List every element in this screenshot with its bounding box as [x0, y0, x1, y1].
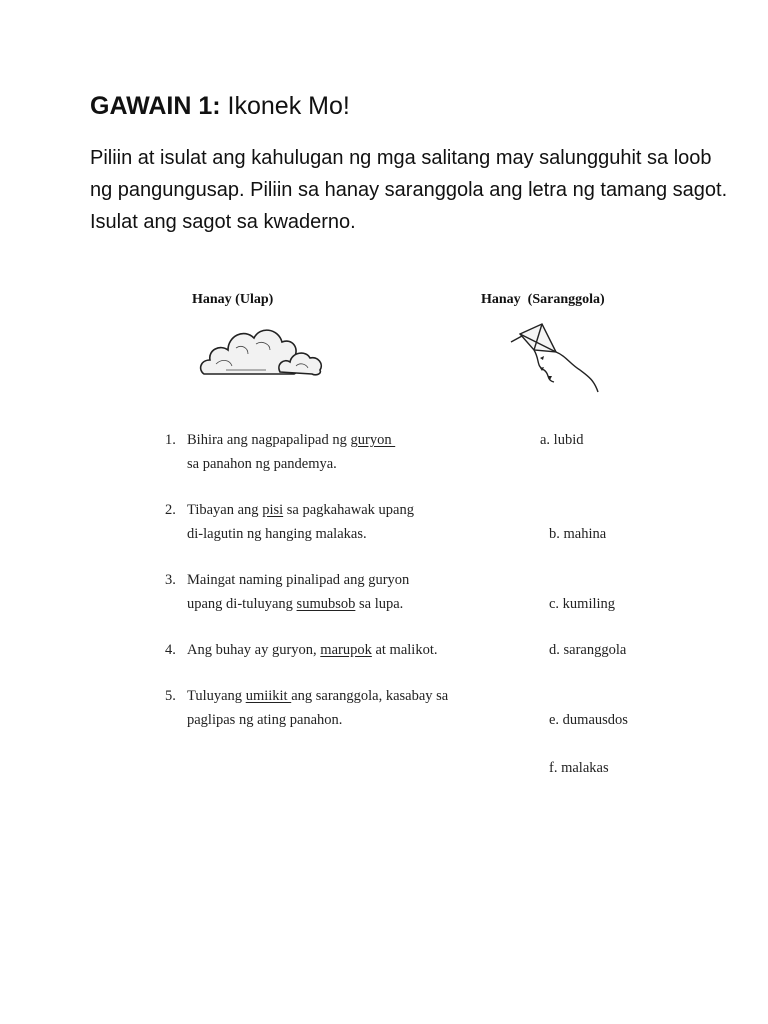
- item-4-text-b: at malikot.: [371, 642, 438, 658]
- item-number: 1.: [165, 432, 176, 448]
- item-2-text-a: Tibayan ang: [187, 502, 263, 518]
- item-2-text-b: sa pagkahawak upang: [283, 502, 414, 518]
- title-rest: Ikonek Mo!: [227, 92, 350, 120]
- item-5-text-a: Tuluyang: [187, 688, 246, 704]
- page-title: [90, 92, 350, 121]
- kite-icon: [510, 320, 610, 398]
- item-2-line-1: [187, 502, 414, 519]
- title-bold: GAWAIN 1:: [90, 92, 221, 120]
- item-4-underlined-word: marupok: [320, 642, 372, 658]
- cloud-icon: [196, 318, 326, 380]
- item-1-text-a: Bihira ang nagpapalipad ng: [187, 432, 351, 448]
- item-4-text-a: Ang buhay ay guryon,: [187, 642, 321, 658]
- item-2-line-2: di-lagutin ng hanging malakas.: [187, 526, 367, 542]
- item-5-line-1: [187, 688, 448, 705]
- choice-d: d. saranggola: [549, 642, 627, 658]
- item-1-line-1: [187, 432, 395, 449]
- choice-f: f. malakas: [549, 760, 609, 776]
- choice-c: c. kumiling: [549, 596, 616, 612]
- item-2-underlined-word: pisi: [262, 502, 284, 518]
- choice-e: e. dumausdos: [549, 712, 628, 728]
- item-3-text-b: sa lupa.: [355, 596, 404, 612]
- item-3-line-2: [187, 596, 403, 613]
- item-4-line-1: [187, 642, 437, 659]
- item-number: 5.: [165, 688, 176, 704]
- column-header-ulap: Hanay (Ulap): [192, 292, 274, 307]
- choice-b: b. mahina: [549, 526, 607, 542]
- item-3-text-a: upang di-tuluyang: [187, 596, 297, 612]
- item-3-line-1: Maingat naming pinalipad ang guryon: [187, 572, 410, 588]
- item-number: 4.: [165, 642, 176, 658]
- column-header-saranggola: Hanay (Saranggola): [481, 292, 605, 307]
- item-1-line-2: sa panahon ng pandemya.: [187, 456, 337, 472]
- item-number: 3.: [165, 572, 176, 588]
- item-5-underlined-word: umiikit: [245, 688, 292, 704]
- item-5-line-2: paglipas ng ating panahon.: [187, 712, 343, 728]
- instructions: Piliin at isulat ang kahulugan ng mga salitang may salungguhit sa loob ng pangungusap. Piliin sa hanay saranggola ang letra ng tamang sagot. Isulat ang sagot sa kwaderno.: [90, 147, 728, 233]
- item-1-underlined-word: guryon: [350, 432, 396, 448]
- item-number: 2.: [165, 502, 176, 518]
- item-5-text-b: ang saranggola, kasabay sa: [291, 688, 449, 704]
- item-3-underlined-word: sumubsob: [296, 596, 356, 612]
- choice-a: a. lubid: [540, 432, 584, 448]
